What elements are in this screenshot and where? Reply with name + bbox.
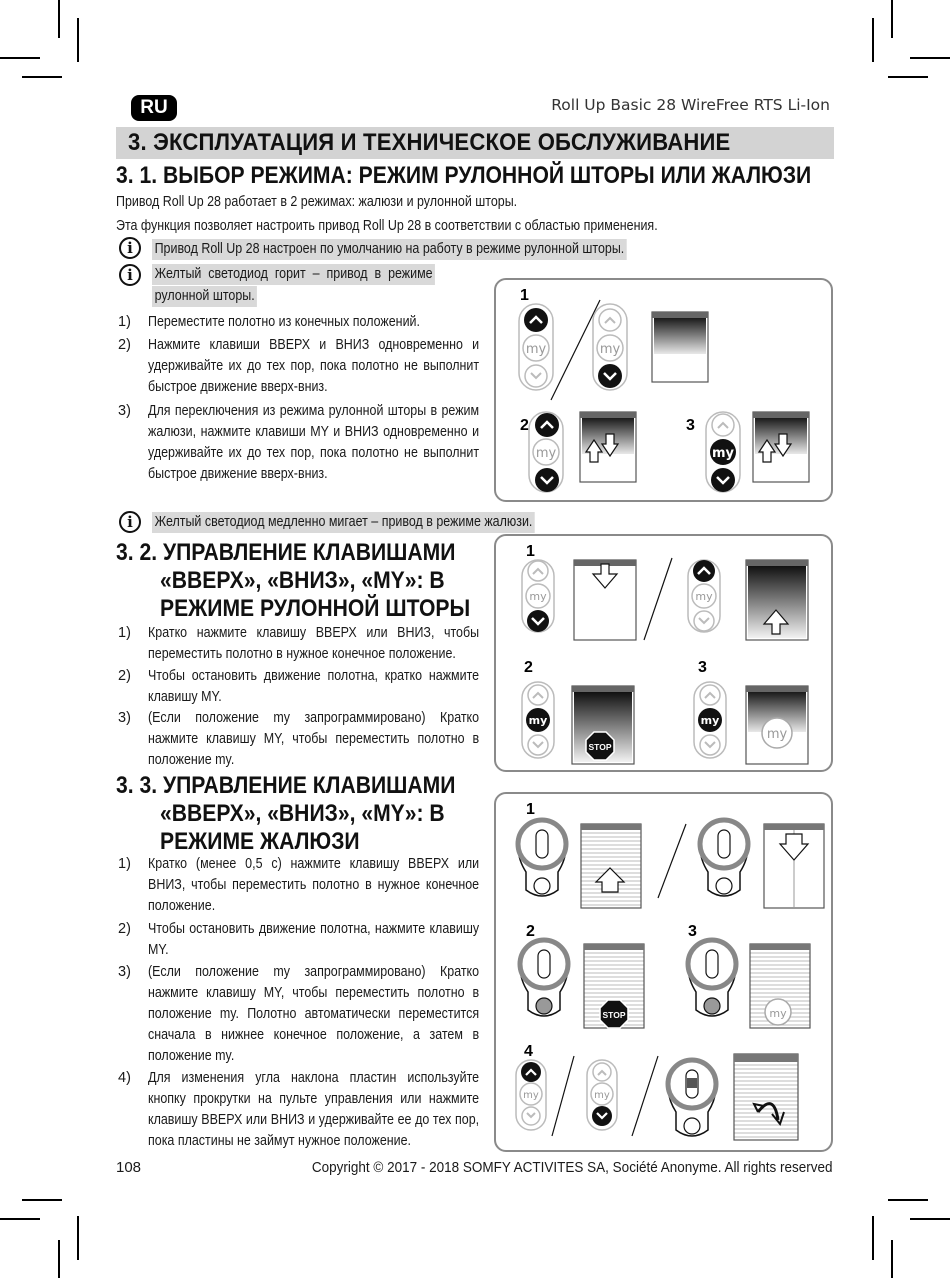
list-item [118, 312, 480, 334]
crop-mark [891, 1240, 893, 1278]
crop-mark [22, 76, 62, 78]
list-item-number: 2) [118, 668, 131, 684]
list-item [118, 623, 480, 667]
scroll-wheel-remote [700, 820, 748, 896]
list-item [118, 335, 480, 401]
subsection-title-3-3: «ВВЕРХ», «ВНИЗ», «MY»: В [160, 800, 445, 827]
note-led-line-1: Желтый светодиод горит – привод в режиме [152, 264, 435, 285]
remote-control [706, 412, 740, 492]
crop-mark [888, 76, 928, 78]
list-item-number: 1) [118, 856, 131, 872]
info-icon: i [119, 237, 141, 259]
figure-label-2: 2 [524, 659, 533, 676]
crop-mark [872, 1216, 874, 1260]
scroll-wheel-remote [668, 1060, 716, 1136]
remote-control [688, 560, 720, 632]
remote-control [522, 560, 554, 632]
figure-label-1: 1 [526, 801, 535, 818]
remote-control [529, 412, 563, 492]
list-item-number: 1) [118, 314, 131, 330]
my-position-label: my [769, 1007, 787, 1020]
figure-label-3: 3 [686, 417, 695, 434]
crop-mark [22, 1199, 62, 1201]
stop-label: STOP [588, 742, 612, 752]
crop-mark [910, 1218, 950, 1220]
my-button-label: my [523, 1090, 539, 1101]
section-title: 3. ЭКСПЛУАТАЦИЯ И ТЕХНИЧЕСКОЕ ОБСЛУЖИВАНИЕ [128, 129, 731, 156]
my-position-label: my [766, 727, 788, 742]
subsection-title-3-2: «ВВЕРХ», «ВНИЗ», «MY»: В [160, 567, 445, 594]
roller-shade-illustration [580, 412, 636, 482]
list-item-number: 2) [118, 337, 131, 353]
crop-mark [0, 1218, 40, 1220]
list-item [118, 401, 480, 509]
list-item-number: 3) [118, 964, 131, 980]
list-item-text: (Если положение my запрограммировано) Кратко нажмите клавишу MY, чтобы переместить полотно в положение my. Полотно автоматически переместится сначала в нижнее конечное положение, а затем в положение my. [148, 964, 480, 1064]
info-icon: i [119, 264, 141, 286]
my-button-label: my [599, 342, 621, 357]
roller-shade-illustration [746, 686, 808, 764]
scroll-wheel-remote [518, 820, 566, 896]
stop-label: STOP [602, 1010, 626, 1020]
list-item-number: 3) [118, 710, 131, 726]
crop-mark [910, 57, 950, 59]
list-item [118, 854, 480, 920]
note-default-mode: Привод Roll Up 28 настроен по умолчанию на работу в режиме рулонной шторы. [152, 239, 627, 260]
roller-shade-illustration [574, 560, 636, 640]
figure-label-3: 3 [698, 659, 707, 676]
remote-control [516, 1060, 546, 1130]
list-item [118, 708, 480, 774]
crop-mark [888, 1199, 928, 1201]
figure-mode-selection [494, 278, 833, 502]
info-icon: i [119, 511, 141, 533]
remote-control [522, 682, 554, 758]
figure-venetian-blind-control [494, 792, 833, 1152]
figure-roller-shade-control [494, 534, 833, 772]
my-button-label: my [525, 342, 547, 357]
list-item-text: Для изменения угла наклона пластин используйте кнопку прокрутки на пульте управления или нажмите клавишу ВВЕРХ или ВНИЗ и удерживайте ее до тех пор, пока пластины не займут нужное положение. [148, 1070, 480, 1149]
my-button-label: my [535, 446, 557, 461]
copyright-notice: Copyright © 2017 - 2018 SOMFY ACTIVITES SA, Société Anonyme. All rights reserved [312, 1159, 833, 1176]
figure-illustration [496, 280, 835, 504]
figure-label-2: 2 [520, 417, 529, 434]
venetian-blind-illustration [581, 824, 641, 908]
intro-text-2: Эта функция позволяет настроить привод Roll Up 28 в соответствии с областью применения. [116, 218, 658, 234]
intro-text-1: Привод Roll Up 28 работает в 2 режимах: жалюзи и рулонной шторы. [116, 194, 518, 210]
figure-label-1: 1 [526, 543, 535, 560]
subsection-title-3-3: 3. 3. УПРАВЛЕНИЕ КЛАВИШАМИ [116, 772, 456, 799]
scroll-wheel-remote [688, 940, 736, 1016]
list-item-number: 3) [118, 403, 131, 419]
page-number: 108 [116, 1159, 142, 1176]
remote-control [587, 1060, 617, 1130]
my-button-label: my [594, 1090, 610, 1101]
list-item [118, 919, 480, 963]
roller-shade-illustration [652, 312, 708, 382]
list-item [118, 666, 480, 710]
figure-illustration [496, 794, 835, 1154]
list-item-number: 1) [118, 625, 131, 641]
list-item-text: Переместите полотно из конечных положений. [148, 314, 420, 330]
list-item-number: 4) [118, 1070, 131, 1086]
venetian-blind-illustration [764, 824, 824, 908]
roller-shade-illustration [746, 560, 808, 640]
my-button-label: my [700, 714, 720, 727]
list-item-text: Кратко нажмите клавишу ВВЕРХ или ВНИЗ, чтобы переместить полотно в нужное конечное положение. [148, 625, 480, 662]
figure-label-1: 1 [520, 287, 529, 304]
list-item-text: Для переключения из режима рулонной шторы в режим жалюзи, нажмите клавиши MY и ВНИЗ одновременно и удерживайте их до тех пор, пока полотно не выполнит быстрое движение вверх-вниз. [148, 403, 480, 482]
subsection-title-3-3: РЕЖИМЕ ЖАЛЮЗИ [160, 828, 360, 855]
my-button-label: my [711, 446, 735, 461]
figure-illustration [496, 536, 835, 774]
roller-shade-illustration [753, 412, 809, 482]
note-blind-mode: Желтый светодиод медленно мигает – привод в режиме жалюзи. [152, 512, 535, 533]
crop-mark [77, 1216, 79, 1260]
venetian-blind-illustration [584, 944, 644, 1028]
remote-control [593, 304, 627, 390]
subsection-title-3-2: 3. 2. УПРАВЛЕНИЕ КЛАВИШАМИ [116, 539, 456, 566]
crop-mark [891, 0, 893, 38]
venetian-blind-illustration [750, 944, 810, 1028]
list-item-text: Кратко (менее 0,5 с) нажмите клавишу ВВЕРХ или ВНИЗ, чтобы переместить полотно в нужное конечное положение. [148, 856, 480, 914]
crop-mark [872, 18, 874, 62]
crop-mark [77, 18, 79, 62]
list-item-text: Нажмите клавиши ВВЕРХ и ВНИЗ одновременно и удерживайте их до тех пор, пока полотно не выполнит быстрое движение вверх-вниз. [148, 337, 480, 395]
list-item-text: Чтобы остановить движение полотна, кратко нажмите клавишу MY. [148, 668, 480, 705]
list-item [118, 1068, 480, 1156]
my-button-label: my [528, 714, 548, 727]
language-badge: RU [131, 95, 177, 121]
remote-control [519, 304, 553, 390]
figure-label-2: 2 [526, 923, 535, 940]
figure-label-3: 3 [688, 923, 697, 940]
my-button-label: my [529, 590, 547, 603]
list-item-text: (Если положение my запрограммировано) Кратко нажмите клавишу MY, чтобы переместить полотно в положение my. [148, 710, 480, 768]
list-item-text: Чтобы остановить движение полотна, нажмите клавишу MY. [148, 921, 480, 958]
subsection-title-3-1: 3. 1. ВЫБОР РЕЖИМА: РЕЖИМ РУЛОННОЙ ШТОРЫ ИЛИ ЖАЛЮЗИ [116, 162, 812, 189]
scroll-wheel-remote [520, 940, 568, 1016]
figure-label-4: 4 [524, 1043, 533, 1060]
my-button-label: my [695, 590, 713, 603]
list-item-number: 2) [118, 921, 131, 937]
crop-mark [0, 57, 40, 59]
crop-mark [58, 0, 60, 38]
document-title: Roll Up Basic 28 WireFree RTS Li-Ion [551, 96, 830, 114]
remote-control [694, 682, 726, 758]
crop-mark [58, 1240, 60, 1278]
venetian-blind-illustration [734, 1054, 798, 1140]
roller-shade-illustration [572, 686, 634, 764]
note-led-line-2: рулонной шторы. [152, 286, 257, 307]
list-item [118, 962, 480, 1070]
subsection-title-3-2: РЕЖИМЕ РУЛОННОЙ ШТОРЫ [160, 595, 471, 622]
